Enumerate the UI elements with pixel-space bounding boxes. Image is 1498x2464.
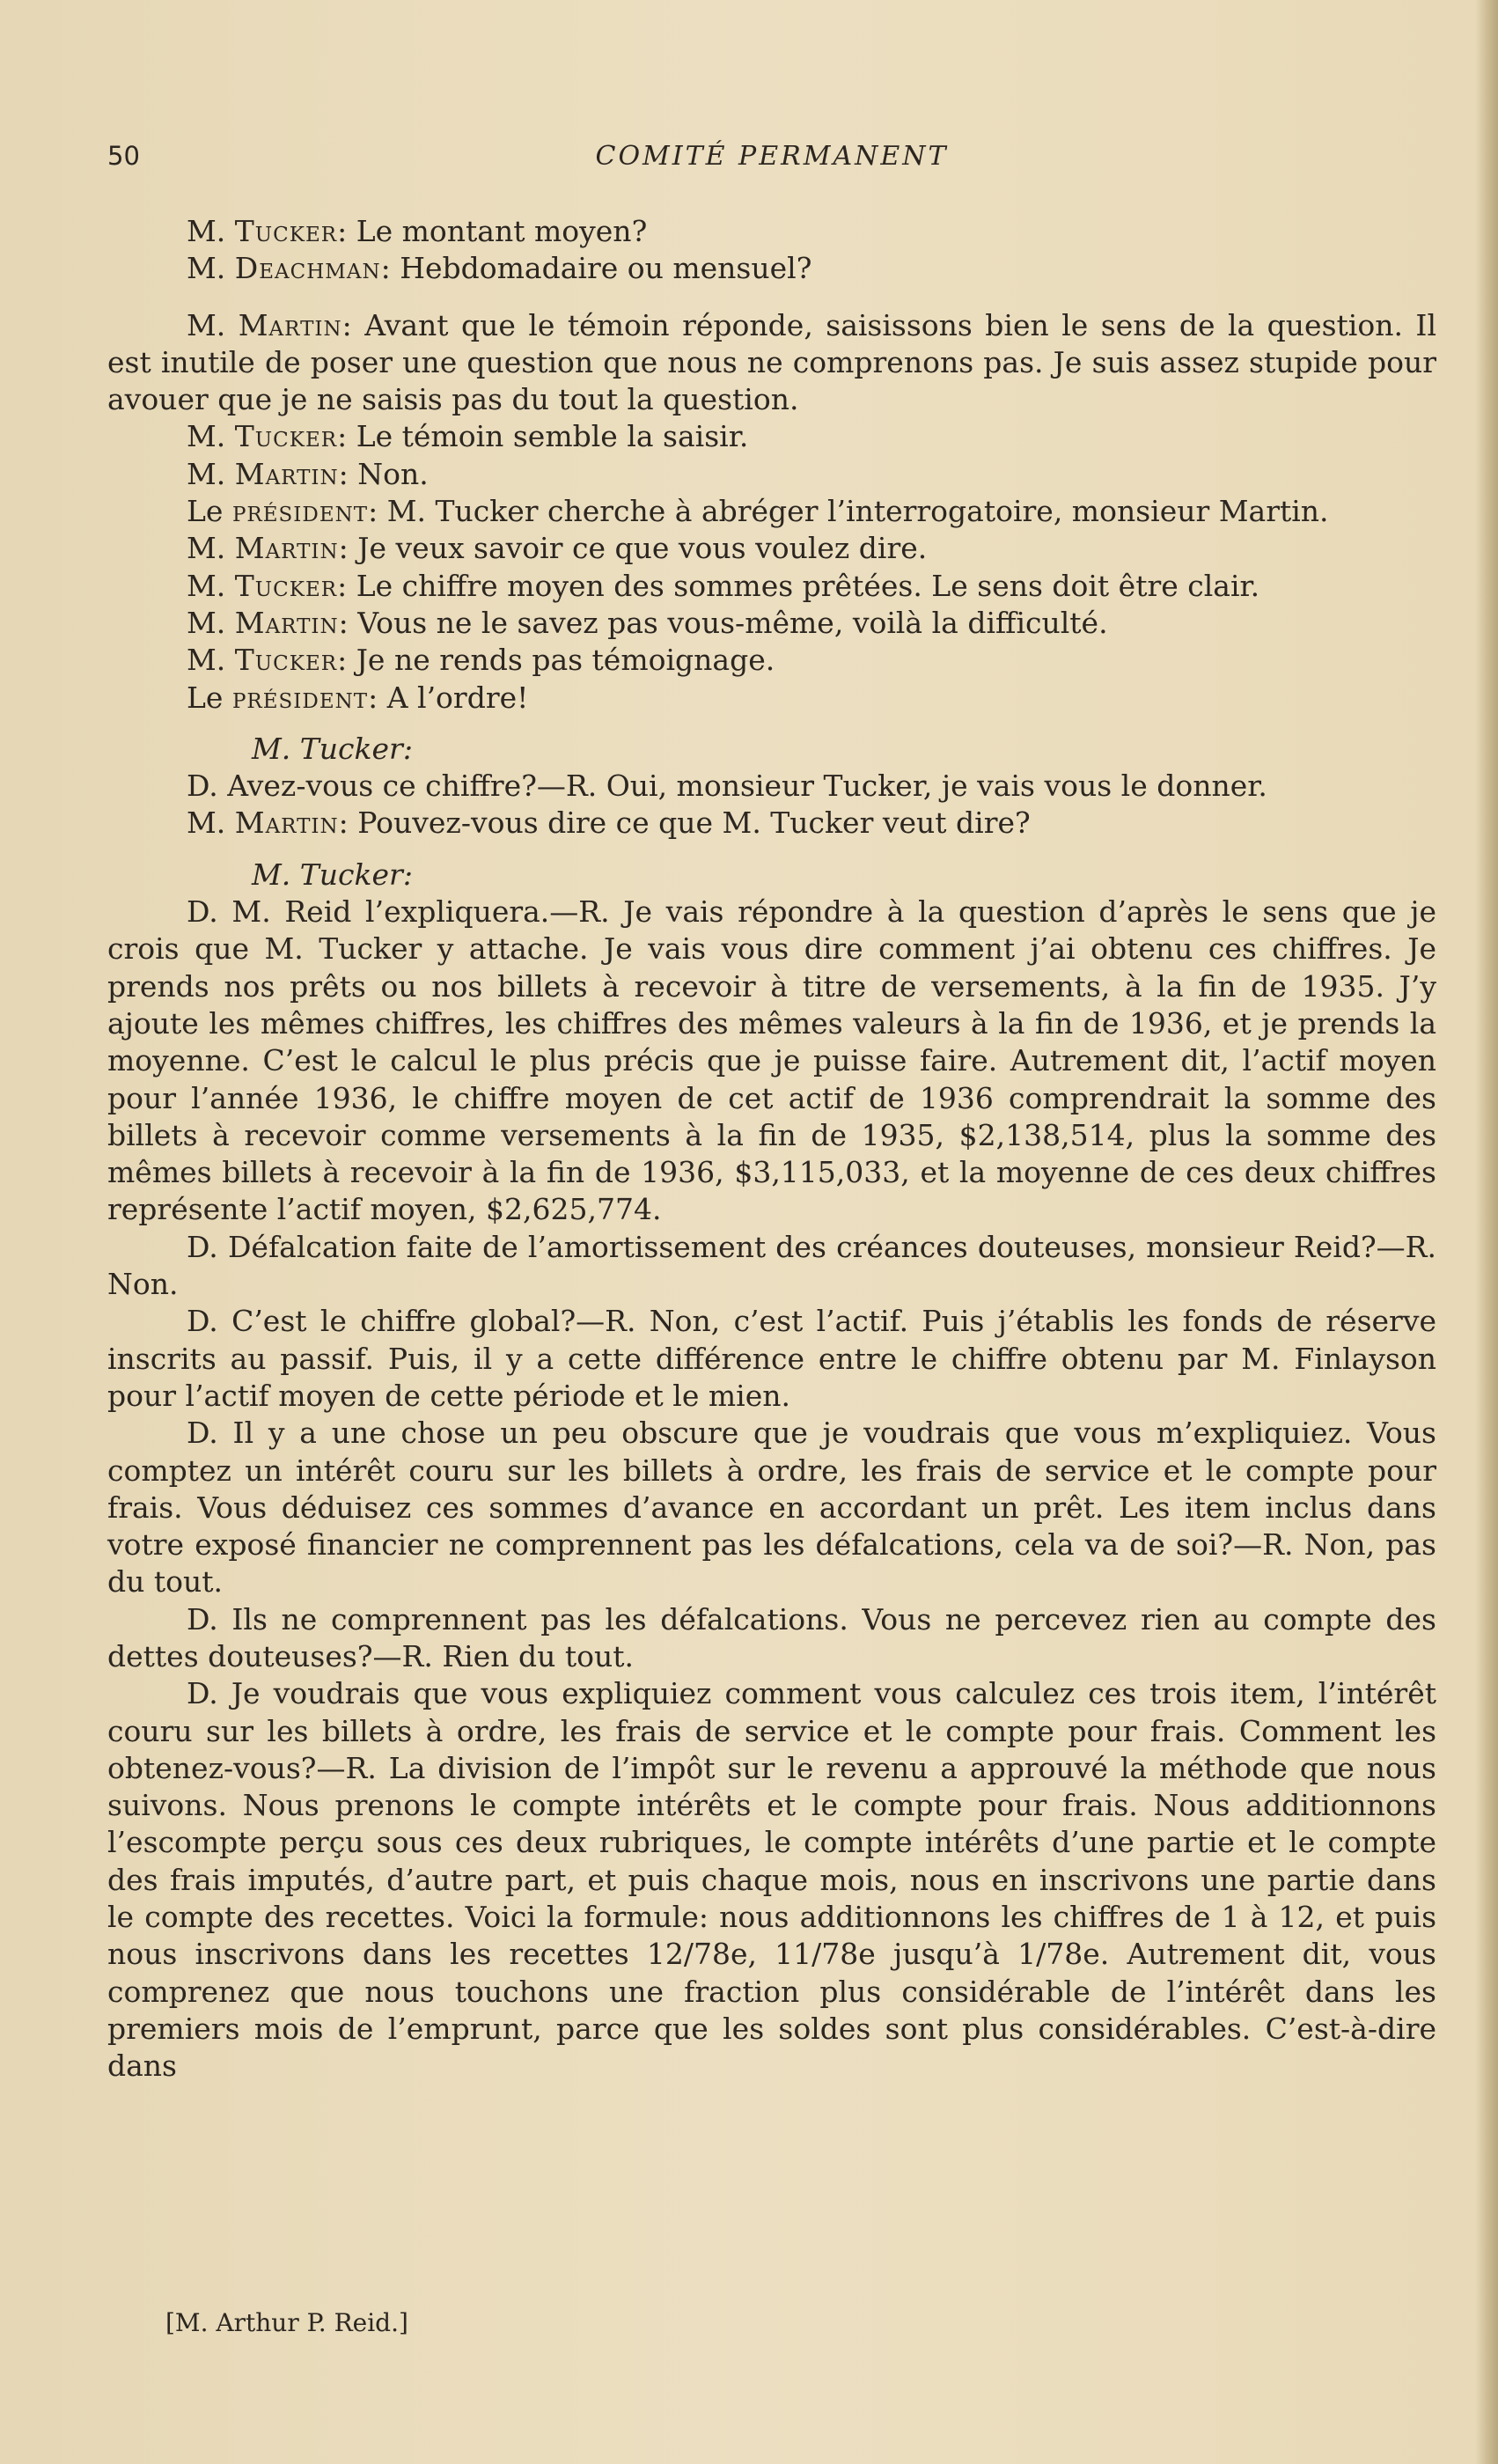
speaker-entry-tucker-1: M. Tucker: Le montant moyen? bbox=[187, 214, 648, 248]
speaker-name: Martin bbox=[234, 805, 339, 841]
page-edge-shadow bbox=[1475, 0, 1498, 2464]
speaker-entry-martin-3: M. Martin: Je veux savoir ce que vous voulez dire. bbox=[187, 531, 928, 566]
page-header bbox=[107, 141, 1436, 181]
speaker-name: Martin bbox=[234, 605, 339, 640]
speaker-entry-tucker-2: M. Tucker: Le témoin semble la saisir. bbox=[187, 419, 749, 454]
testimony-paragraph: D. Défalcation faite de l’amortissement des créances douteuses, monsieur Reid?—R. Non. bbox=[107, 1229, 1436, 1302]
testimony-paragraph: D. C’est le chiffre global?—R. Non, c’est l’actif. Puis j’établis les fonds de réserve inscrits au passif. Puis, il y a cette différence entre le chiffre obtenu par M. Finlayson pour l’actif moyen de cette période et le mien. bbox=[107, 1304, 1436, 1413]
speaker-entry-martin-4: M. Martin: Vous ne le savez pas vous-même, voilà la difficulté. bbox=[187, 605, 1108, 640]
speaker-name: Martin bbox=[234, 531, 339, 566]
speaker-entry-tucker-4: M. Tucker: Je ne rends pas témoignage. bbox=[187, 643, 775, 678]
speaker-entry-deachman: M. Deachman: Hebdomadaire ou mensuel? bbox=[187, 251, 812, 286]
speaker-name: Martin bbox=[238, 307, 342, 342]
speaker-entry-martin-2: M. Martin: Non. bbox=[187, 456, 429, 491]
speaker-name: président bbox=[231, 494, 369, 529]
testimony-paragraph: D. Je voudrais que vous expliquiez comment vous calculez ces trois item, l’intérêt couru sur les billets à ordre, les frais de service et le compte pour frais. Comment les obtenez-vous?—R. La division de l’impôt sur le revenu a approuvé la méthode que nous suivons. Nous prenons le compte intérêts et le compte pour frais. Nous additionnons l’escompte perçu sous ces deux rubriques, le compte intérêts d’une partie et le compte des frais imputés, d’autre part, et puis chaque mois, nous en inscrivons une partie dans le compte des recettes. Voici la formule: nous additionnons les chiffres de 1 à 12, et puis nous inscrivons dans les recettes 12/78e, 11/78e jusqu’à 1/78e. Autrement dit, vous comprenez que nous touchons une fraction plus considérable de l’intérêt dans les premiers mois de l’emprunt, parce que les soldes sont plus considérables. C’est-à-dire dans bbox=[107, 1676, 1436, 2084]
speaker-entry-martin-5: M. Martin: Pouvez-vous dire ce que M. Tucker veut dire? bbox=[187, 805, 1031, 841]
page-footer-note: [M. Arthur P. Reid.] bbox=[165, 2308, 408, 2337]
speaker-name: Martin bbox=[234, 456, 339, 491]
examiner-heading-2: M. Tucker: bbox=[252, 857, 413, 892]
speaker-entry-martin-1: M. Martin: Avant que le témoin réponde, saisissons bien le sens de la question. Il est inutile de poser une question que nous ne comprenons pas. Je suis assez stupide pour avouer que je ne saisis pas du tout la question. bbox=[107, 307, 1436, 417]
page-number: 50 bbox=[107, 141, 140, 171]
speaker-entry-tucker-3: M. Tucker: Le chiffre moyen des sommes prêtées. Le sens doit être clair. bbox=[187, 568, 1260, 603]
speaker-name: président bbox=[231, 680, 369, 715]
speaker-entry-president-1: Le président: M. Tucker cherche à abréger l’interrogatoire, monsieur Martin. bbox=[187, 494, 1329, 529]
testimony-paragraph: D. Il y a une chose un peu obscure que je voudrais que vous m’expliquiez. Vous comptez un intérêt couru sur les billets à ordre, les frais de service et le compte pour frais. Vous déduisez ces sommes d’avance en accordant un prêt. Les item inclus dans votre exposé financier ne comprennent pas les défalcations, cela va de soi?—R. Non, pas du tout. bbox=[107, 1416, 1436, 1600]
question-answer-1: D. Avez-vous ce chiffre?—R. Oui, monsieur Tucker, je vais vous le donner. bbox=[187, 769, 1267, 804]
speaker-name: Tucker bbox=[234, 643, 338, 678]
testimony-paragraph: D. M. Reid l’expliquera.—R. Je vais répondre à la question d’après le sens que je crois que M. Tucker y attache. Je vais vous dire comment j’ai obtenu ces chiffres. Je prends nos prêts ou nos billets à recevoir à titre de versements, à la fin de 1935. J’y ajoute les mêmes chiffres, les chiffres des mêmes valeurs à la fin de 1936, et je prends la moyenne. C’est le calcul le plus précis que je puisse faire. Autrement dit, l’actif moyen pour l’année 1936, le chiffre moyen de cet actif de 1936 comprendrait la somme des billets à recevoir comme versements à la fin de 1935, $2,138,514, plus la somme des mêmes billets à recevoir à la fin de 1936, $3,115,033, et la moyenne de ces deux chiffres représente l’actif moyen, $2,625,774. bbox=[107, 894, 1436, 1227]
speaker-entry-president-2: Le président: A l’ordre! bbox=[187, 680, 529, 715]
testimony-paragraph: D. Ils ne comprennent pas les défalcations. Vous ne percevez rien au compte des dettes douteuses?—R. Rien du tout. bbox=[107, 1601, 1436, 1673]
running-title: COMITÉ PERMANENT bbox=[595, 141, 949, 172]
speaker-name: Tucker bbox=[234, 214, 338, 248]
speaker-name: Tucker bbox=[234, 568, 338, 603]
transcript-body bbox=[107, 213, 1436, 2085]
speaker-name: Tucker bbox=[234, 419, 338, 454]
examiner-heading-1: M. Tucker: bbox=[252, 731, 413, 766]
speaker-name: Deachman bbox=[234, 251, 381, 286]
